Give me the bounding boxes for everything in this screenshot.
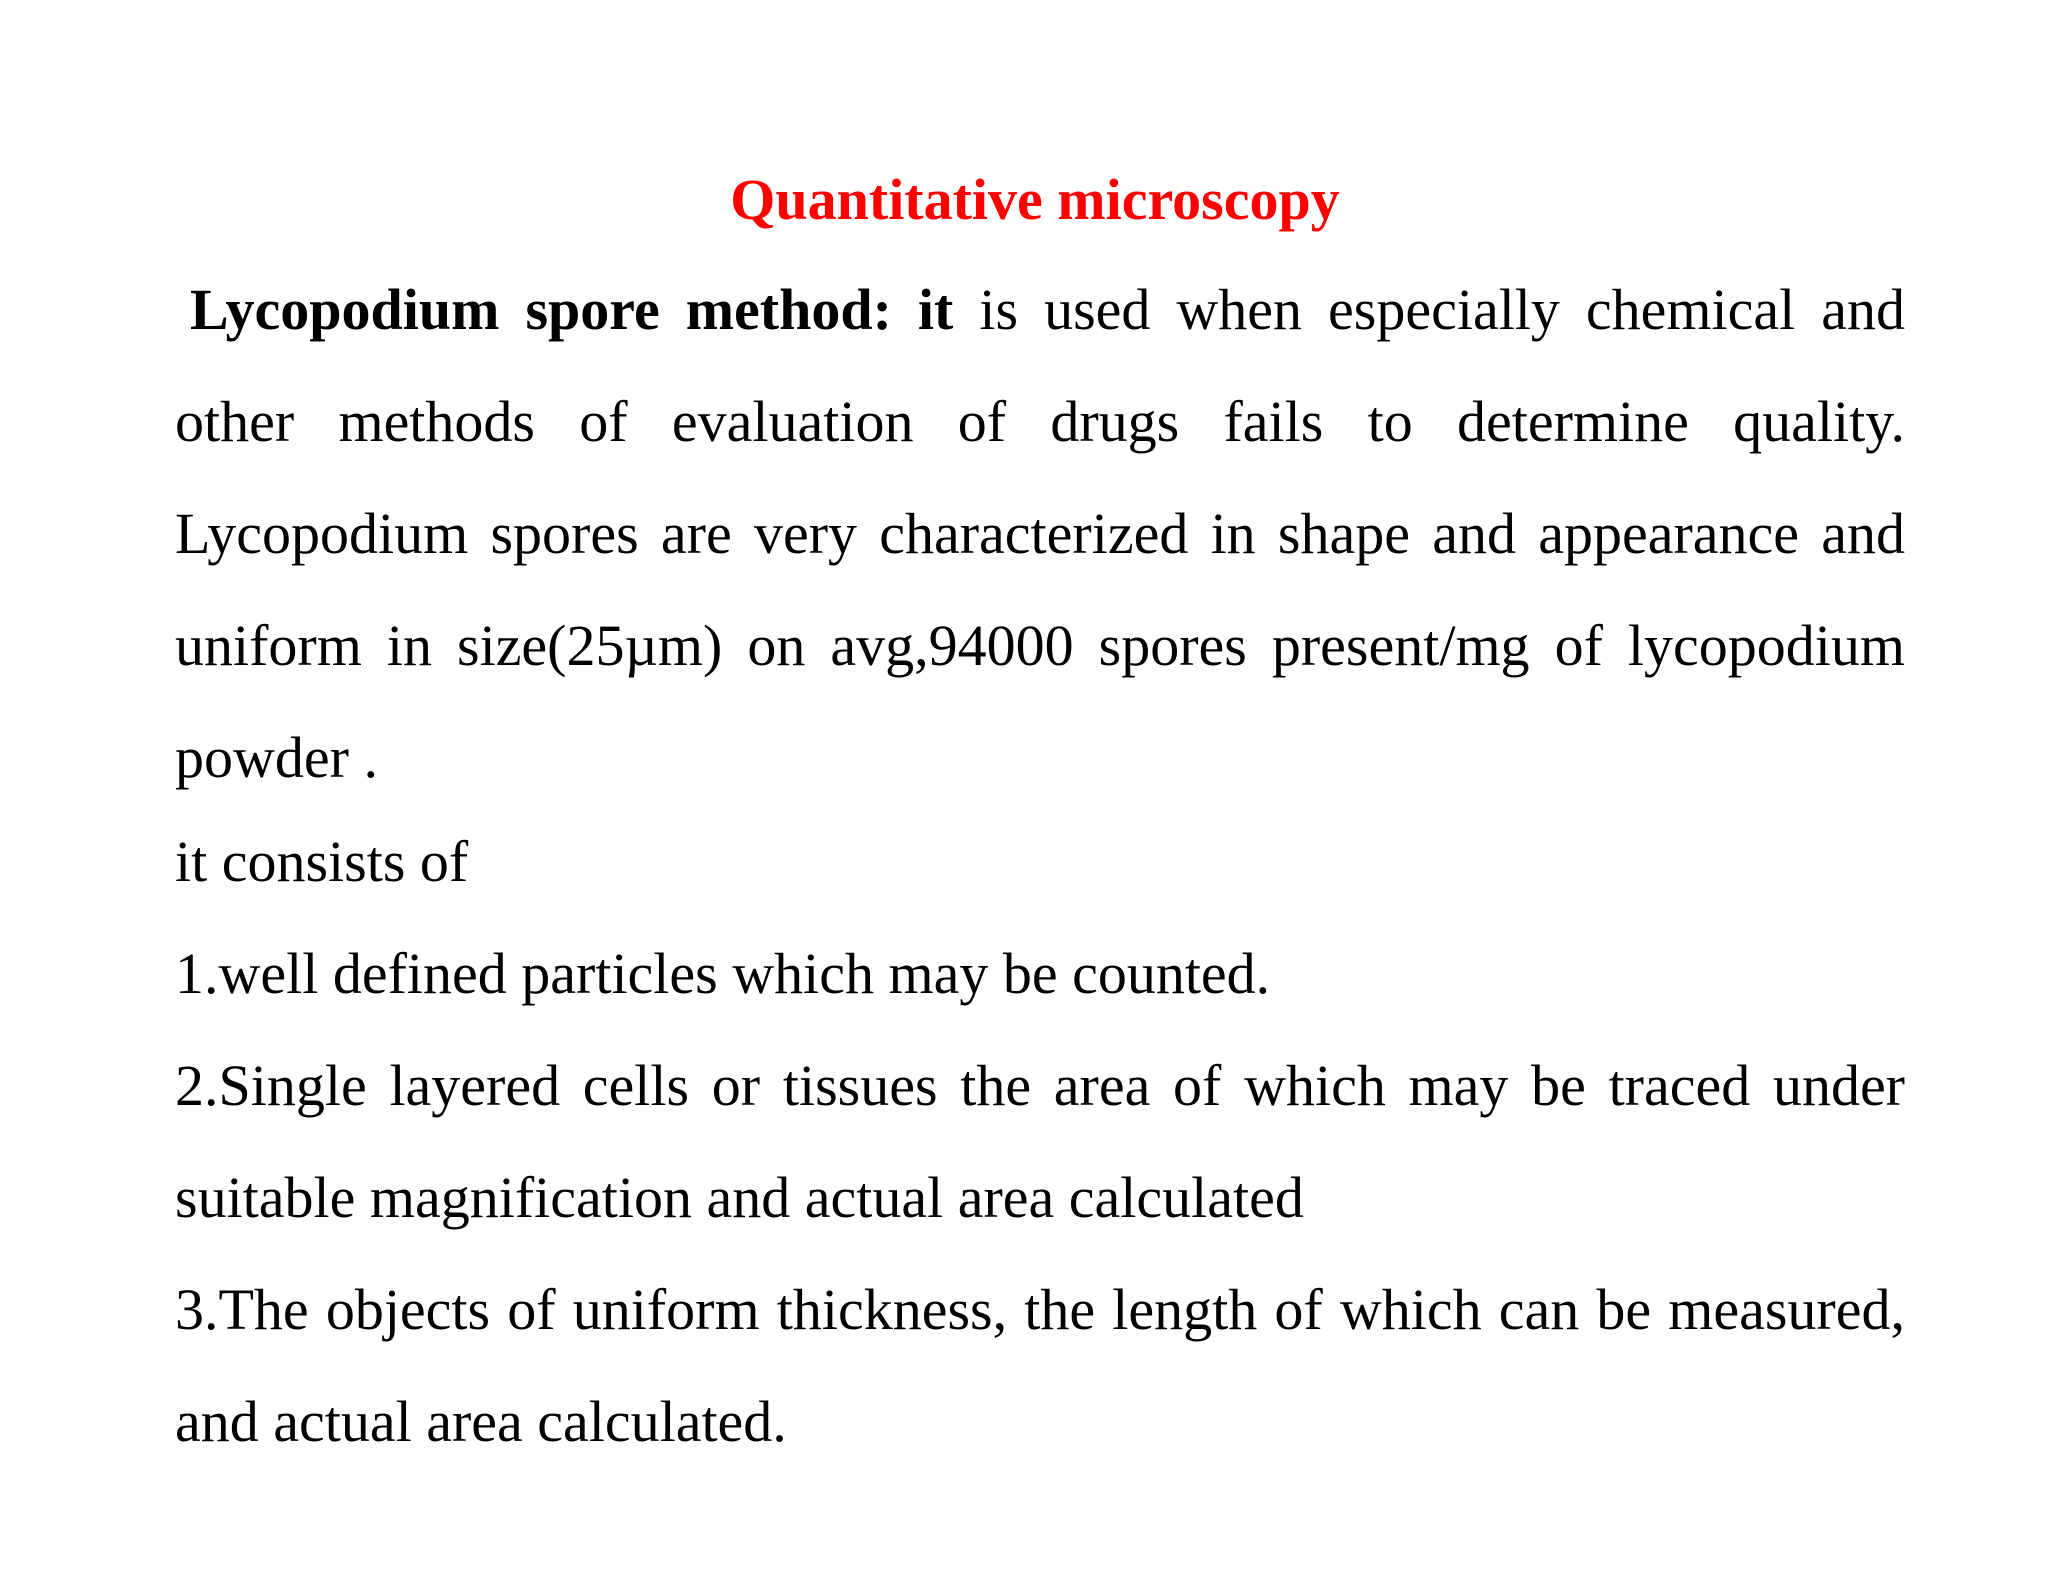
list-item-2: 2.Single layered cells or tissues the area of which may be traced under suitable magnification and actual area calculated — [175, 1053, 1905, 1230]
list-item-1: 1.well defined particles which may be counted. — [175, 941, 1271, 1006]
consists-line: it consists of — [175, 829, 469, 894]
intro-paragraph — [175, 254, 1905, 814]
intro-lead: Lycopodium spore method: it — [190, 277, 954, 342]
intro-text: is used when especially chemical and other methods of evaluation of drugs fails to determine quality. Lycopodium spores are very characterized in shape and appearance and uniform in size(25µm) on avg,94000 spores present/mg of lycopodium powder . — [175, 277, 1905, 790]
slide-title: Quantitative microscopy — [730, 167, 1340, 232]
list-item-3: 3.The objects of uniform thickness, the length of which can be measured, and actual area calculated. — [175, 1277, 1905, 1454]
